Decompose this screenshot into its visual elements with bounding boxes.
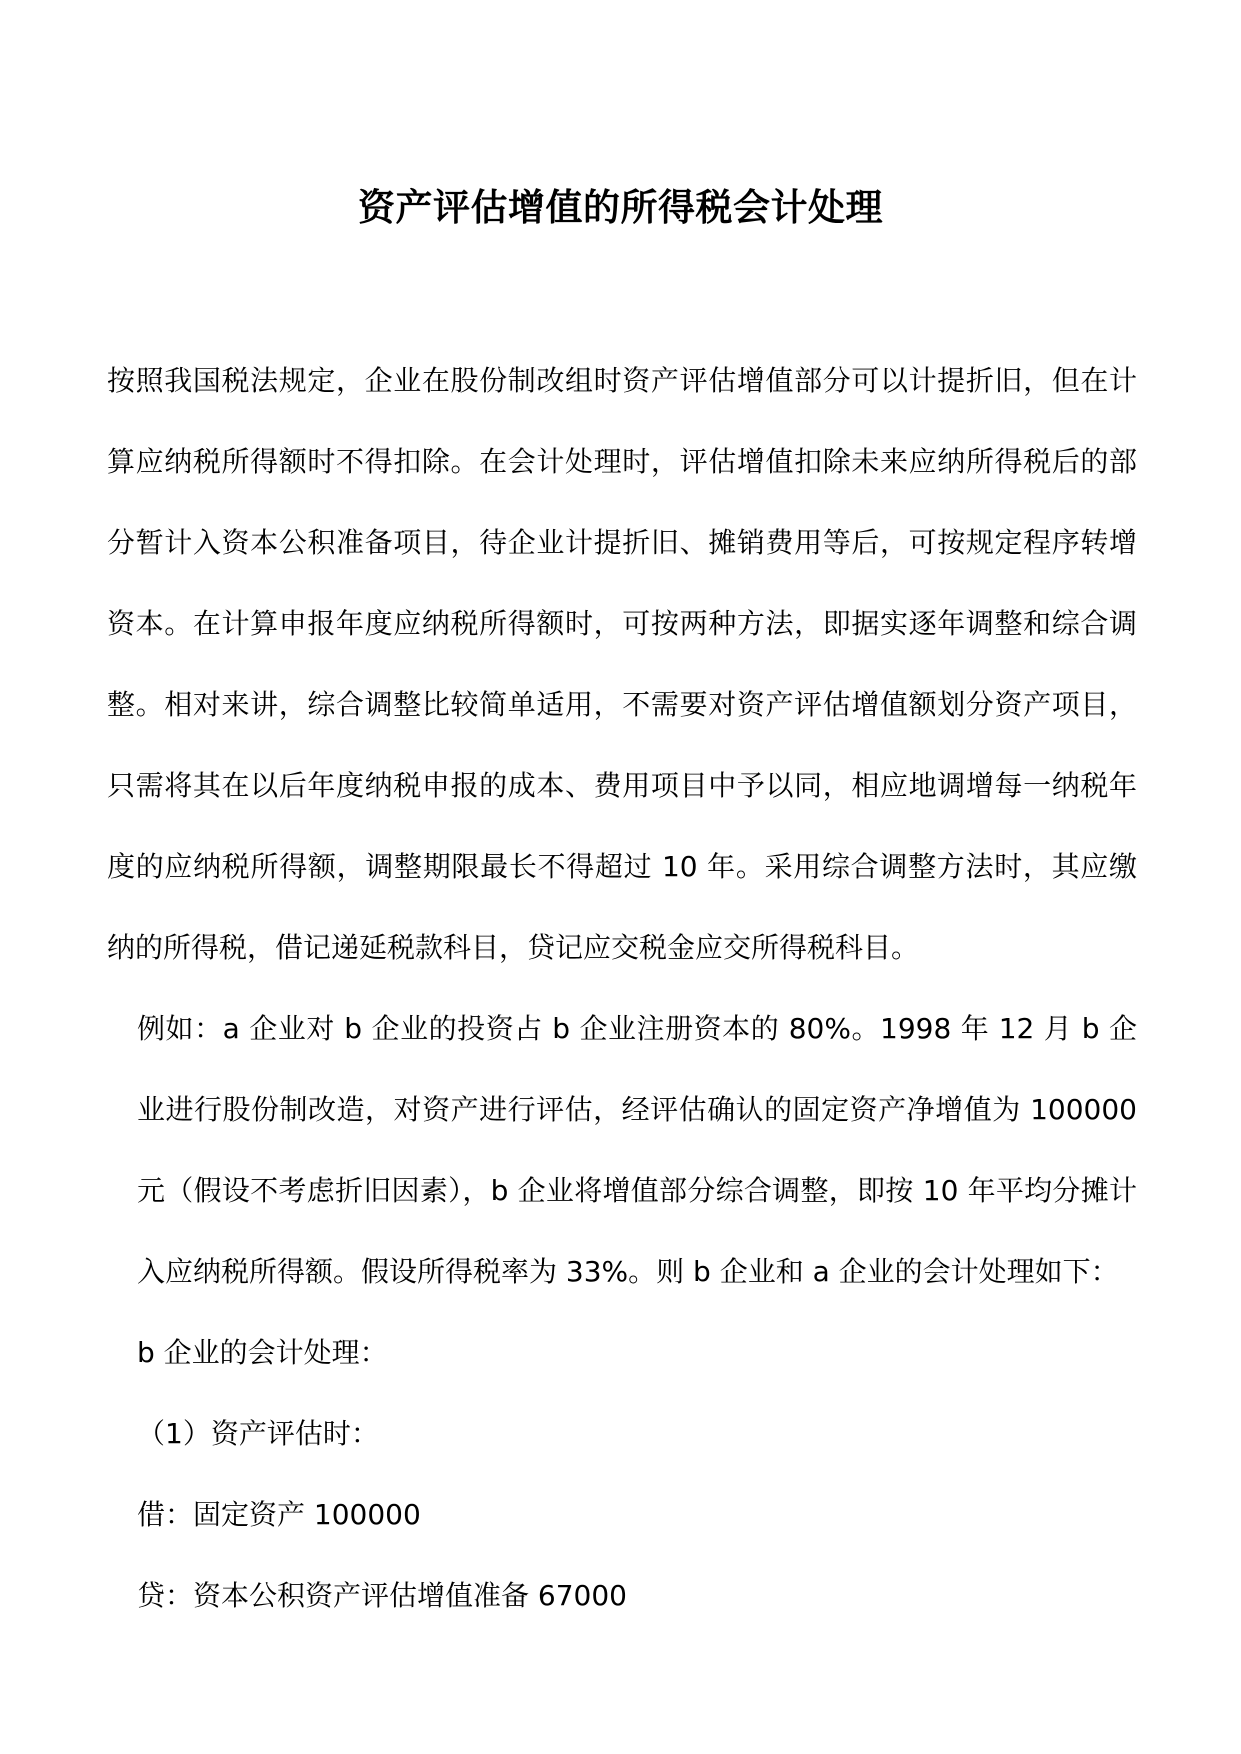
paragraph-debit-entry: 借：固定资产 100000 (137, 1498, 421, 1531)
paragraph-b-accounting-heading: b 企业的会计处理： (137, 1336, 388, 1369)
document-title: 资产评估增值的所得税会计处理 (358, 184, 883, 229)
paragraph-credit-entry: 贷：资本公积资产评估增值准备 67000 (137, 1579, 627, 1612)
paragraph-step-1: （1）资产评估时： (137, 1417, 379, 1450)
paragraph-tax-rule: 按照我国税法规定，企业在股份制改组时资产评估增值部分可以计提折旧，但在计算应纳税所得额时不得扣除。在会计处理时，评估增值扣除未来应纳所得税后的部分暂计入资本公积准备项目，待企业计提折旧、摊销费用等后，可按规定程序转增资本。在计算申报年度应纳税所得额时，可按两种方法，即据实逐年调整和综合调整。相对来讲，综合调整比较简单适用，不需要对资产评估增值额划分资产项目，只需将其在以后年度纳税申报的成本、费用项目中予以同，相应地调增每一纳税年度的应纳税所得额，调整期限最长不得超过 10 年。采用综合调整方法时，其应缴纳的所得税，借记递延税款科目，贷记应交税金应交所得税科目。 (107, 364, 1137, 964)
document-body (107, 340, 1137, 1636)
paragraph-example: 例如：a 企业对 b 企业的投资占 b 企业注册资本的 80%。1998 年 12 月 b 企业进行股份制改造，对资产进行评估，经评估确认的固定资产净增值为 100000 元（假设不考虑折旧因素），b 企业将增值部分综合调整，即按 10 年平均分摊计入应纳税所得额。假设所得税率为 33%。则 b 企业和 a 企业的会计处理如下： (137, 1012, 1137, 1288)
